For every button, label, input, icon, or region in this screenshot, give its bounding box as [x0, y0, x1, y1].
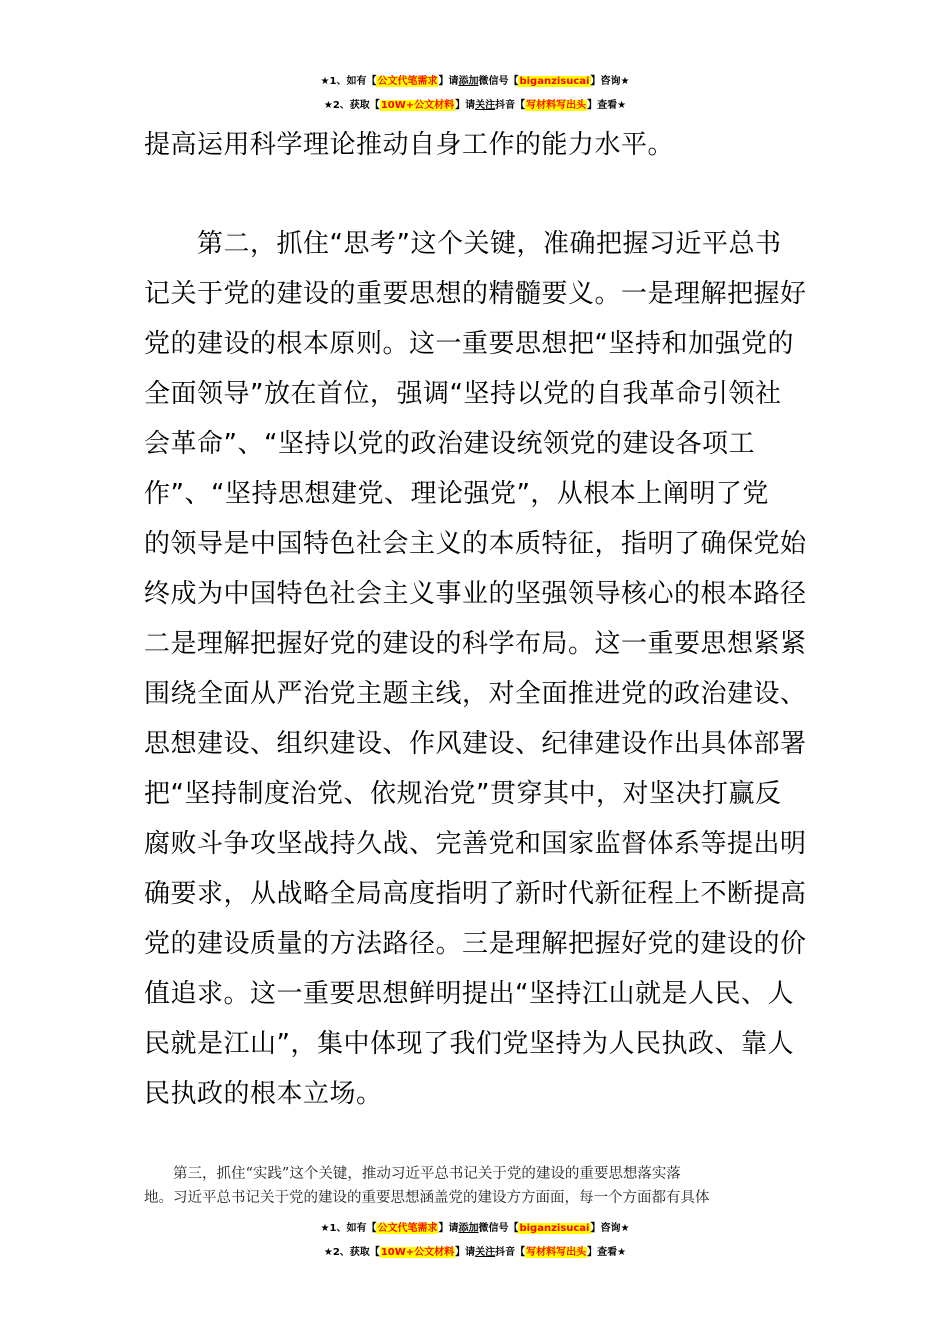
banner-underlined: 关注	[475, 100, 496, 111]
banner-text: 微信号【	[478, 76, 519, 87]
banner-text: 】查看★	[587, 100, 627, 111]
text-line: 思想建设、组织建设、作风建设、纪律建设作出具体部署	[144, 729, 807, 759]
text-line: 围绕全面从严治党主题主线，对全面推进党的政治建设、	[144, 679, 807, 709]
banner-text: 】请	[455, 1247, 476, 1258]
highlight-service: 公文代笔需求	[377, 76, 438, 87]
banner-text: 】咨询★	[590, 1223, 630, 1234]
banner-line-1	[0, 70, 950, 94]
text-line: 第三，抓住“实践”这个关键，推动习近平总书记关于党的建设的重要思想落实落	[144, 1166, 681, 1182]
banner-underlined: 关注	[475, 1247, 496, 1258]
text-line: 地。习近平总书记关于党的建设的重要思想涵盖党的建设方方面面，每一个方面都有具体	[144, 1190, 710, 1206]
text-line: 作”、“坚持思想建党、理论强党”，从根本上阐明了党	[144, 479, 769, 509]
banner-text: ★1、如有【	[320, 76, 377, 87]
text-line: 二是理解把握好党的建设的科学布局。这一重要思想紧紧	[144, 629, 807, 659]
banner-line-1	[0, 1217, 950, 1241]
highlight-service: 公文代笔需求	[377, 1223, 438, 1234]
banner-text: ★1、如有【	[320, 1223, 377, 1234]
banner-line-2	[0, 94, 950, 118]
text-line: 值追求。这一重要思想鲜明提出“坚持江山就是人民、人	[144, 979, 794, 1009]
banner-underlined: 添加	[458, 76, 479, 87]
text-line: 把“坚持制度治党、依规治党”贯穿其中，对坚决打赢反	[144, 779, 782, 809]
text-line: 党的建设的根本原则。这一重要思想把“坚持和加强党的	[144, 329, 794, 359]
banner-text: 微信号【	[478, 1223, 519, 1234]
banner-text: 】咨询★	[590, 76, 630, 87]
banner-text: 抖音【	[495, 1247, 526, 1258]
highlight-materials: 10W+公文材料	[380, 100, 455, 111]
text-line: 民就是江山”，集中体现了我们党坚持为人民执政、靠人	[144, 1029, 794, 1059]
highlight-douyin-id: 写材料写出头	[526, 1247, 587, 1258]
banner-line-2	[0, 1241, 950, 1265]
text-line: 提高运用科学理论推动自身工作的能力水平。	[144, 130, 675, 160]
banner-text: 】请	[438, 1223, 459, 1234]
banner-text: ★2、获取【	[323, 1247, 380, 1258]
paragraph-second	[144, 219, 808, 1119]
banner-text: 】查看★	[587, 1247, 627, 1258]
highlight-douyin-id: 写材料写出头	[526, 100, 587, 111]
highlight-wechat-id: biganzisucai	[519, 76, 590, 87]
top-banner	[0, 70, 950, 118]
text-line: 腐败斗争攻坚战持久战、完善党和国家监督体系等提出明	[144, 829, 807, 859]
banner-text: ★2、获取【	[323, 100, 380, 111]
text-line: 终成为中国特色社会主义事业的坚强领导核心的根本路径	[144, 579, 807, 609]
banner-text: 】请	[455, 100, 476, 111]
highlight-wechat-id: biganzisucai	[519, 1223, 590, 1234]
carryover-paragraph	[144, 120, 808, 170]
text-line: 记关于党的建设的重要思想的精髓要义。一是理解把握好	[144, 279, 807, 309]
banner-text: 】请	[438, 76, 459, 87]
text-line: 全面领导”放在首位，强调“坚持以党的自我革命引领社	[144, 379, 782, 409]
banner-underlined: 添加	[458, 1223, 479, 1234]
text-line: 第二，抓住“思考”这个关键，准确把握习近平总书	[144, 229, 782, 259]
text-line: 民执政的根本立场。	[144, 1079, 383, 1109]
bottom-banner	[0, 1217, 950, 1265]
paragraph-third	[144, 1162, 808, 1210]
banner-text: 抖音【	[495, 100, 526, 111]
text-line: 的领导是中国特色社会主义的本质特征，指明了确保党始	[144, 529, 807, 559]
text-line: 会革命”、“坚持以党的政治建设统领党的建设各项工	[144, 429, 755, 459]
text-line: 确要求，从战略全局高度指明了新时代新征程上不断提高	[144, 879, 807, 909]
text-line: 党的建设质量的方法路径。三是理解把握好党的建设的价	[144, 929, 807, 959]
highlight-materials: 10W+公文材料	[380, 1247, 455, 1258]
